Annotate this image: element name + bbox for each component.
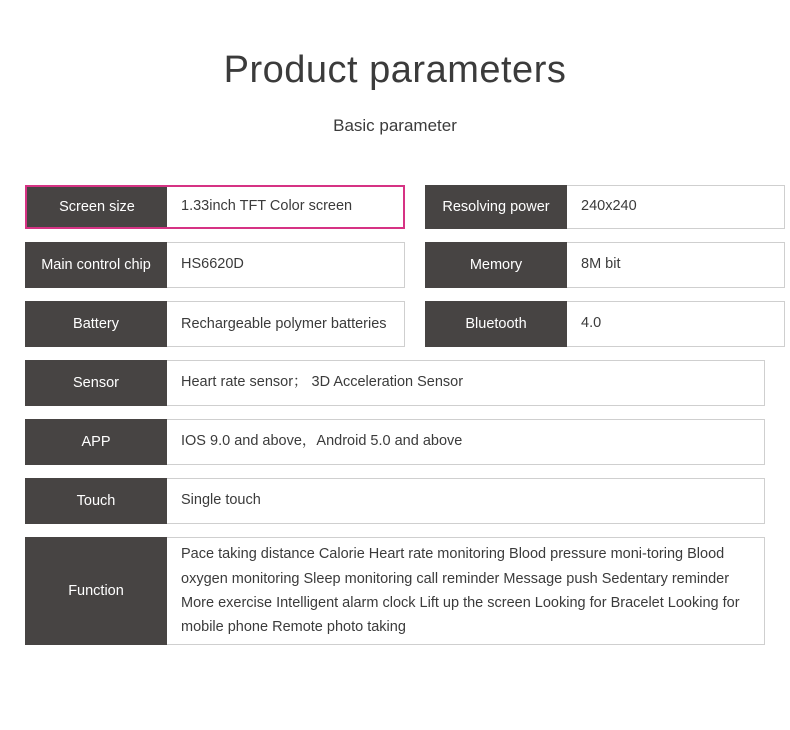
spec-table (25, 185, 765, 658)
spec-label: Resolving power (425, 185, 567, 229)
spec-value: Pace taking distance Calorie Heart rate monitoring Blood pressure moni-toring Blood oxygen monitoring Sleep monitoring call reminder Message push Sedentary reminder More exercise Intelligent alarm clock Lift up the screen Looking for Bracelet Looking for mobile phone Remote photo taking (167, 537, 765, 645)
spec-value: Rechargeable polymer batteries (167, 301, 405, 347)
spec-label: APP (25, 419, 167, 465)
spec-cell-sensor (25, 360, 765, 406)
table-row (25, 360, 765, 406)
spec-cell-app (25, 419, 765, 465)
spec-label: Bluetooth (425, 301, 567, 347)
spec-value: 8M bit (567, 242, 785, 288)
spec-cell-function (25, 537, 765, 645)
spec-value: Heart rate sensor； 3D Acceleration Sensor (167, 360, 765, 406)
table-row (25, 537, 765, 645)
spec-cell-memory (425, 242, 785, 288)
spec-label: Sensor (25, 360, 167, 406)
spec-label: Touch (25, 478, 167, 524)
spec-value: HS6620D (167, 242, 405, 288)
spec-label: Function (25, 537, 167, 645)
spec-label: Screen size (25, 185, 167, 229)
spec-cell-screen-size (25, 185, 405, 229)
spec-label: Memory (425, 242, 567, 288)
spec-cell-main-control-chip (25, 242, 405, 288)
spec-label: Battery (25, 301, 167, 347)
page-subtitle: Basic parameter (333, 115, 457, 135)
spec-cell-bluetooth (425, 301, 785, 347)
spec-cell-resolving-power (425, 185, 785, 229)
spec-cell-touch (25, 478, 765, 524)
spec-value: Single touch (167, 478, 765, 524)
spec-value: IOS 9.0 and above，Android 5.0 and above (167, 419, 765, 465)
spec-value: 1.33inch TFT Color screen (167, 185, 405, 229)
spec-label: Main control chip (25, 242, 167, 288)
spec-value: 240x240 (567, 185, 785, 229)
spec-cell-battery (25, 301, 405, 347)
page-title: Product parameters (223, 49, 567, 91)
table-row (25, 242, 765, 288)
table-row (25, 419, 765, 465)
table-row (25, 478, 765, 524)
table-row (25, 185, 765, 229)
spec-value: 4.0 (567, 301, 785, 347)
table-row (25, 301, 765, 347)
